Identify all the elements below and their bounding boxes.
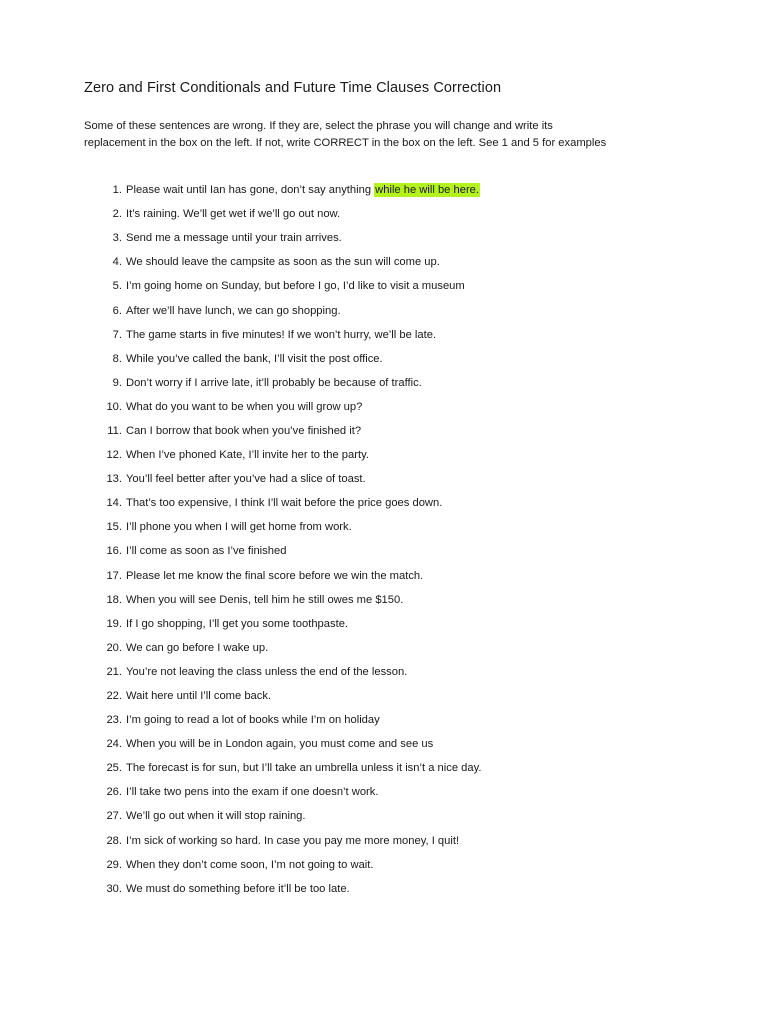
item-text: I’ll come as soon as I’ve finished (126, 545, 287, 558)
item-number: 19. (106, 617, 122, 630)
item-text: Please let me know the final score before we win the match. (126, 569, 424, 582)
list-item (84, 660, 704, 684)
item-number: 27. (106, 810, 122, 823)
item-number: 13. (106, 473, 122, 486)
item-number: 28. (106, 834, 122, 847)
list-item (84, 708, 704, 732)
instructions-line: replacement in the box on the left. If not, write CORRECT in the box on the left. See 1 and 5 for examples (84, 137, 607, 149)
list-item (84, 323, 704, 347)
item-number: 25. (106, 762, 122, 775)
item-text: We should leave the campsite as soon as the sun will come up. (126, 256, 440, 269)
list-item (84, 588, 704, 612)
page-title: Zero and First Conditionals and Future Time Clauses Correction (84, 80, 502, 96)
sentence-list (84, 178, 704, 901)
item-text: What do you want to be when you will grow up? (126, 400, 363, 413)
item-number: 7. (112, 328, 122, 341)
item-number: 16. (106, 545, 122, 558)
instructions (84, 118, 724, 152)
list-item (84, 515, 704, 539)
item-number: 2. (112, 208, 122, 221)
item-text: That’s too expensive, I think I’ll wait before the price goes down. (126, 497, 443, 510)
item-text: I’m sick of working so hard. In case you pay me more money, I quit! (126, 834, 460, 847)
item-number: 10. (106, 400, 122, 413)
list-item (84, 347, 704, 371)
list-item (84, 732, 704, 756)
item-number: 1. (112, 184, 122, 197)
item-text: When you will see Denis, tell him he still owes me $150. (126, 593, 404, 606)
list-item (84, 829, 704, 853)
list-item (84, 395, 704, 419)
item-text: When I’ve phoned Kate, I’ll invite her to the party. (126, 449, 369, 462)
list-item (84, 178, 704, 202)
item-number: 3. (112, 232, 122, 245)
item-text: The forecast is for sun, but I’ll take an umbrella unless it isn’t a nice day. (126, 762, 482, 775)
list-item (84, 250, 704, 274)
list-item (84, 443, 704, 467)
item-text: We can go before I wake up. (126, 641, 269, 654)
list-item (84, 636, 704, 660)
item-text: I’ll phone you when I will get home from work. (126, 521, 352, 534)
item-number: 20. (106, 641, 122, 654)
item-text: Wait here until I’ll come back. (126, 690, 272, 703)
item-number: 9. (112, 376, 122, 389)
item-number: 6. (112, 304, 122, 317)
item-text: I’m going to read a lot of books while I’m on holiday (126, 714, 380, 727)
item-number: 15. (106, 521, 122, 534)
item-number: 17. (106, 569, 122, 582)
list-item (84, 419, 704, 443)
item-text: You’ll feel better after you’ve had a slice of toast. (126, 473, 366, 486)
item-text: It’s raining. We’ll get wet if we’ll go out now. (126, 208, 341, 221)
item-text: Please wait until Ian has gone, don’t say anything (126, 184, 375, 197)
item-number: 21. (106, 665, 122, 678)
item-text: If I go shopping, I’ll get you some toothpaste. (126, 617, 349, 630)
list-item (84, 877, 704, 901)
list-item (84, 539, 704, 563)
list-item (84, 467, 704, 491)
list-item (84, 612, 704, 636)
item-number: 11. (107, 424, 122, 437)
item-text: We must do something before it’ll be too late. (126, 882, 350, 895)
item-text: When they don’t come soon, I’m not going to wait. (126, 858, 374, 871)
list-item (84, 804, 704, 828)
list-item (84, 684, 704, 708)
list-item (84, 756, 704, 780)
item-number: 18. (106, 593, 122, 606)
instructions-line: Some of these sentences are wrong. If they are, select the phrase you will change and write its (84, 120, 553, 132)
list-item (84, 371, 704, 395)
item-number: 12. (106, 449, 122, 462)
list-item (84, 564, 704, 588)
list-item (84, 853, 704, 877)
item-text: The game starts in five minutes! If we won’t hurry, we’ll be late. (126, 328, 437, 341)
item-number: 8. (112, 352, 122, 365)
item-text: When you will be in London again, you must come and see us (126, 738, 434, 751)
item-number: 26. (106, 786, 122, 799)
list-item (84, 226, 704, 250)
item-number: 14. (106, 497, 122, 510)
item-text: We’ll go out when it will stop raining. (126, 810, 306, 823)
item-number: 22. (106, 690, 122, 703)
list-item (84, 491, 704, 515)
list-item (84, 298, 704, 322)
item-text: I’ll take two pens into the exam if one doesn’t work. (126, 786, 379, 799)
item-number: 29. (106, 858, 122, 871)
item-text: While you’ve called the bank, I’ll visit the post office. (126, 352, 383, 365)
item-text: Send me a message until your train arrives. (126, 232, 342, 245)
item-number: 4. (112, 256, 122, 269)
list-item (84, 202, 704, 226)
item-text: I’m going home on Sunday, but before I go, I’d like to visit a museum (126, 280, 465, 293)
item-text: Can I borrow that book when you’ve finished it? (126, 424, 362, 437)
item-number: 30. (106, 882, 122, 895)
item-number: 24. (106, 738, 122, 751)
item-text: Don’t worry if I arrive late, it’ll probably be because of traffic. (126, 376, 422, 389)
item-number: 23. (106, 714, 122, 727)
item-text: After we’ll have lunch, we can go shopping. (126, 304, 341, 317)
highlighted-phrase[interactable]: while he will be here. (375, 184, 480, 197)
list-item (84, 274, 704, 298)
list-item (84, 780, 704, 804)
item-number: 5. (112, 280, 122, 293)
item-text: You’re not leaving the class unless the end of the lesson. (126, 665, 408, 678)
